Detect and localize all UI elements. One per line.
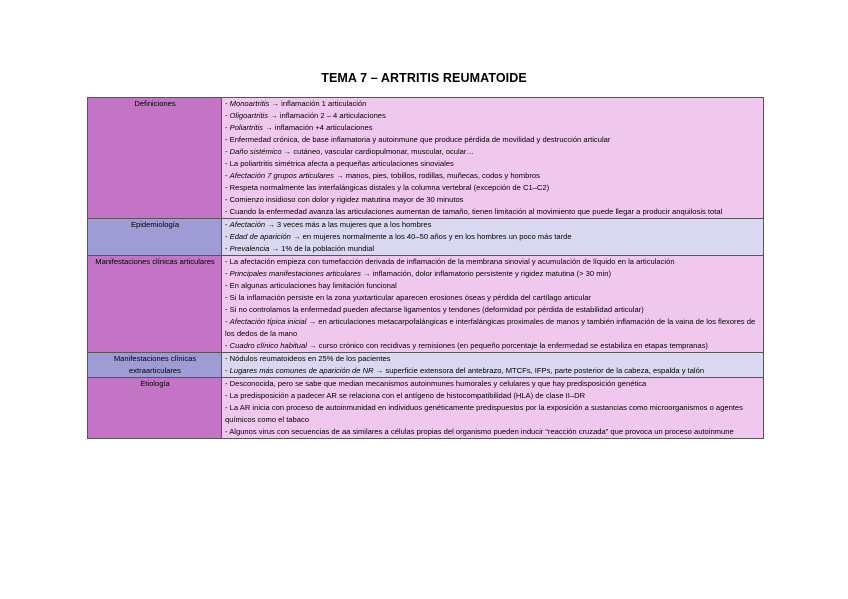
page-title: TEMA 7 – ARTRITIS REUMATOIDE xyxy=(321,71,527,85)
italic-term: Prevalencia xyxy=(229,244,270,253)
list-item xyxy=(225,268,761,280)
list-item xyxy=(225,390,761,402)
item-text: En algunas articulaciones hay limitación funcional xyxy=(229,281,397,290)
bullet-dash: - xyxy=(225,305,230,314)
item-text: Si no controlamos la enfermedad pueden afectarse ligamentos y tendones (deformidad por pérdida de estabilidad articular) xyxy=(229,305,644,314)
item-text: Si la inflamación persiste en la zona yuxtarticular aparecen erosiones óseas y pérdida del cartílago articular xyxy=(229,293,591,302)
item-text: La AR inicia con proceso de autoinmunidad en individuos genéticamente predispuestos por la exposición a sustancias como microorganismos o agentes químicos como el tabaco xyxy=(225,403,743,424)
italic-term: Afectación típica inicial xyxy=(229,317,307,326)
item-text: → en mujeres normalmente a los 40–50 años y en los hombres un poco más tarde xyxy=(290,232,572,241)
list-item xyxy=(225,146,761,158)
item-text: → curso crónico con recidivas y remisiones (en pequeño porcentaje la enfermedad se estabiliza en etapas tempranas) xyxy=(306,341,708,350)
list-item xyxy=(225,402,761,426)
bullet-dash: - xyxy=(225,135,230,144)
item-text: → inflamación +4 articulaciones xyxy=(262,123,373,132)
item-text: → 1% de la población mundial xyxy=(269,244,375,253)
item-text: La afectación empieza con tumefacción derivada de inflamación de la membrana sinovial y acumulación de líquido en la articulación xyxy=(229,257,675,266)
italic-term: Cuadro clínico habitual xyxy=(229,341,307,350)
list-item xyxy=(225,194,761,206)
item-text: La predisposición a padecer AR se relaciona con el antígeno de histocompatibilidad (HLA) de clase II–DR xyxy=(229,391,586,400)
row-content xyxy=(222,219,764,256)
list-item xyxy=(225,134,761,146)
list-item xyxy=(225,206,761,218)
bullet-dash: - xyxy=(225,379,230,388)
item-text: → inflamación, dolor inflamatorio persistente y rigidez matutina (> 30 min) xyxy=(360,269,611,278)
list-item xyxy=(225,170,761,182)
list-item xyxy=(225,280,761,292)
italic-term: Afectación 7 grupos articulares xyxy=(229,171,334,180)
bullet-dash: - xyxy=(225,123,230,132)
list-item xyxy=(225,219,761,231)
bullet-dash: - xyxy=(225,159,230,168)
row-header: Manifestaciones clínicas articulares xyxy=(88,256,222,353)
list-item xyxy=(225,158,761,170)
table-row xyxy=(88,378,764,439)
item-text: Enfermedad crónica, de base inflamatoria y autoinmune que produce pérdida de movilidad y destrucción articular xyxy=(229,135,611,144)
italic-term: Lugares más comunes de aparición de NR xyxy=(229,366,374,375)
row-content xyxy=(222,353,764,378)
bullet-dash: - xyxy=(225,207,230,216)
list-item xyxy=(225,256,761,268)
italic-term: Daño sistémico xyxy=(229,147,282,156)
item-text: Nódulos reumatoideos en 25% de los pacientes xyxy=(229,354,391,363)
bullet-dash: - xyxy=(225,403,230,412)
row-header: Etiología xyxy=(88,378,222,439)
list-item xyxy=(225,110,761,122)
bullet-dash: - xyxy=(225,317,230,326)
list-item xyxy=(225,243,761,255)
bullet-dash: - xyxy=(225,391,230,400)
item-text: → manos, pies, tobillos, rodillas, muñecas, codos y hombros xyxy=(333,171,540,180)
item-text: → 3 veces más a las mujeres que a los hombres xyxy=(265,220,432,229)
italic-term: Afectación xyxy=(229,220,266,229)
bullet-dash: - xyxy=(225,269,230,278)
item-text: → inflamación 2 – 4 articulaciones xyxy=(268,111,386,120)
item-text: → inflamación 1 articulación xyxy=(269,99,367,108)
list-item xyxy=(225,182,761,194)
list-item xyxy=(225,340,761,352)
list-item xyxy=(225,365,761,377)
item-text: Comienzo insidioso con dolor y rigidez matutina mayor de 30 minutos xyxy=(229,195,464,204)
list-item xyxy=(225,122,761,134)
list-item xyxy=(225,304,761,316)
bullet-dash: - xyxy=(225,232,230,241)
bullet-dash: - xyxy=(225,99,230,108)
item-text: La poliartritis simétrica afecta a pequeñas articulaciones sinoviales xyxy=(229,159,454,168)
italic-term: Oligoartritis xyxy=(229,111,269,120)
bullet-dash: - xyxy=(225,183,230,192)
bullet-dash: - xyxy=(225,257,230,266)
table-row xyxy=(88,256,764,353)
bullet-dash: - xyxy=(225,171,230,180)
table-row xyxy=(88,98,764,219)
item-text: → superficie extensora del antebrazo, MTCFs, IFPs, parte posterior de la cabeza, espalda y talón xyxy=(373,366,705,375)
bullet-dash: - xyxy=(225,220,230,229)
bullet-dash: - xyxy=(225,354,230,363)
list-item xyxy=(225,316,761,340)
item-text: Cuando la enfermedad avanza las articulaciones aumentan de tamaño, tienen limitación al movimiento que puede llegar a producir anquilosis total xyxy=(229,207,723,216)
table-row xyxy=(88,219,764,256)
bullet-dash: - xyxy=(225,427,230,436)
italic-term: Principales manifestaciones articulares xyxy=(229,269,361,278)
list-item xyxy=(225,231,761,243)
bullet-dash: - xyxy=(225,244,230,253)
table-row xyxy=(88,353,764,378)
list-item xyxy=(225,426,761,438)
bullet-dash: - xyxy=(225,281,230,290)
item-text: → en articulaciones metacarpofalángicas e interfalángicas proximales de manos y también inflamación de la vaina de los flexores de los dedos de la mano xyxy=(225,317,756,338)
bullet-dash: - xyxy=(225,195,230,204)
row-header: Definiciones xyxy=(88,98,222,219)
bullet-dash: - xyxy=(225,293,230,302)
italic-term: Monoartritis xyxy=(229,99,270,108)
item-text: Desconocida, pero se sabe que median mecanismos autoinmunes humorales y celulares y que hay predisposición genética xyxy=(229,379,647,388)
bullet-dash: - xyxy=(225,366,230,375)
row-content xyxy=(222,98,764,219)
item-text: → cutáneo, vascular cardiopulmonar, muscular, ocular… xyxy=(281,147,475,156)
bullet-dash: - xyxy=(225,147,230,156)
row-content xyxy=(222,378,764,439)
row-header: Manifestaciones clínicas extraarticulares xyxy=(88,353,222,378)
list-item xyxy=(225,292,761,304)
bullet-dash: - xyxy=(225,341,230,350)
list-item xyxy=(225,378,761,390)
row-header: Epidemiología xyxy=(88,219,222,256)
italic-term: Poliartritis xyxy=(229,123,263,132)
bullet-dash: - xyxy=(225,111,230,120)
list-item xyxy=(225,98,761,110)
row-content xyxy=(222,256,764,353)
item-text: Respeta normalmente las interfalángicas distales y la columna vertebral (excepción de C1–C2) xyxy=(229,183,550,192)
list-item xyxy=(225,353,761,365)
item-text: Algunos virus con secuencias de aa similares a células propias del organismo pueden inducir “reacción cruzada” que provoca un proceso autoinmune xyxy=(229,427,734,436)
summary-table xyxy=(87,97,764,439)
italic-term: Edad de aparición xyxy=(229,232,291,241)
